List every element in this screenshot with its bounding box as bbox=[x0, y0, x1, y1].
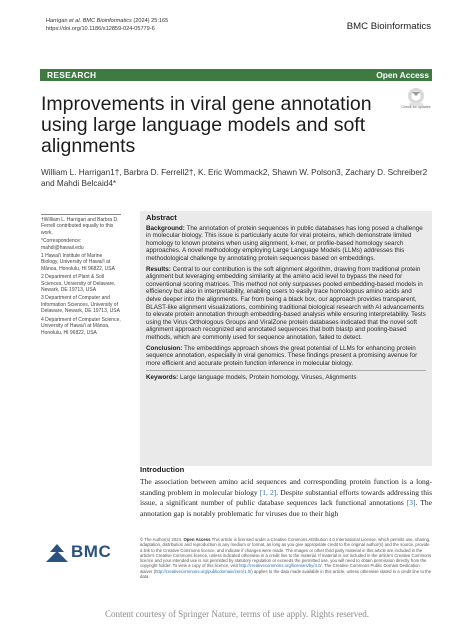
license-text-2: . The Creative Commons Public Domain Dedication waiver ( bbox=[140, 563, 420, 574]
introduction-heading: Introduction bbox=[140, 465, 185, 474]
background-label: Background: bbox=[146, 224, 185, 232]
introduction-text bbox=[140, 477, 432, 519]
license-link[interactable]: http://creativecommons.org/licenses/by/4.0/ bbox=[239, 563, 322, 569]
conclusion-text: The embeddings approach shows the great potential of LLMs for enhancing protein sequence annotation, especially in viral genomics. These findings present a promising avenue for more efficient and accurate protein function inference in molecular biology. bbox=[146, 344, 418, 367]
license-open-access: Open Access bbox=[183, 537, 211, 542]
header-authors: Harrigan bbox=[46, 18, 70, 24]
bmc-logo-text: BMC bbox=[71, 542, 112, 561]
running-header bbox=[46, 18, 168, 33]
correspondence-email[interactable]: mahdi@hawaii.edu bbox=[41, 244, 84, 251]
header-journal: et al. BMC Bioinformatics bbox=[69, 18, 132, 24]
license-text: This article is licensed under a Creative Commons Attribution 4.0 International License, which permits use, sharing, adaptation, distribution and reproduction in any medium or format, as long as you give appropriate credit to the original author(s) and the source, provide a link to the Creative Commons licence, and indicate if changes were made. The images or other third party material in this article are included in the article's Creative Commons licence, unless indicated otherwise in a credit line to the material. If material is not included in the article's Creative Commons licence and your intended use is not permitted by statutory regulation or exceeds the permitted use, you will need to obtain permission directly from the copyright holder. To view a copy of this licence, visit bbox=[140, 537, 432, 569]
author-notes bbox=[41, 212, 121, 338]
page-footer: Content courtesy of Springer Nature, terms of use apply. Rights reserved. bbox=[104, 609, 370, 619]
journal-name: BMC Bioinformatics bbox=[346, 21, 431, 32]
article-type-band bbox=[40, 69, 432, 81]
affiliation-3: 3 Department of Computer and Information Sciences, University of Delaware, Newark, DE 19713, USA bbox=[41, 295, 120, 315]
keywords-text: Large language models, Protein homology, Viruses, Alignments bbox=[179, 374, 357, 382]
intro-text-1: The association between amino acid sequences and corresponding protein function is a long-standing problem in molecular biology bbox=[140, 477, 432, 497]
equal-contribution-note: †William L. Harrigan and Barbra D. Ferrell contributed equally to this work. bbox=[41, 217, 119, 236]
results-text: Central to our contribution is the soft alignment algorithm, drawing from traditional protein alignment but leveraging embedding similarity at the amino acid level to bypass the need for conventional scoring matrices. This method not only surpasses pooled embedding-based models in efficiency but also in interpretability, enabling users to easily trace homologous amino acids and delve deeper into the alignments. Far from being a black box, our approach provides transparent, BLAST-like alignment visualizations, combining traditional biological research with AI advancements to elevate protein annotation through embedding-based analysis while ensuring interpretability. Tests using the Virus Orthologous Groups and ViralZone protein databases indicated that the novel soft alignment approach recognized and annotated sequences that both blastp and pooling-based methods, which are commonly used for sequence annotation, failed to detect. bbox=[146, 265, 426, 341]
check-for-updates-label[interactable]: Check for updates bbox=[401, 105, 431, 109]
conclusion-label: Conclusion: bbox=[146, 344, 183, 352]
affiliation-4: 4 Department of Computer Science, University of Hawai'i at Mānoa, Honolulu, HI 96822, USA bbox=[41, 316, 121, 336]
author-list: William L. Harrigan1†, Barbra D. Ferrell2†, K. Eric Wommack2, Shawn W. Polson3, Zachary D. Schreiber2 and Mahdi Belcaid4* bbox=[41, 168, 428, 188]
abstract-conclusion bbox=[146, 345, 426, 368]
keywords bbox=[146, 374, 426, 382]
public-domain-link[interactable]: http://creativecommons.org/publicdomain/zero/1.0/ bbox=[155, 568, 252, 574]
license-text-3: ) applies to the data made available in this article, unless otherwise stated in a credit line to the data. bbox=[140, 568, 432, 580]
article-type-label: RESEARCH bbox=[47, 70, 97, 80]
citation-1-2[interactable]: [1, 2] bbox=[259, 487, 277, 497]
license-copyright: © The Author(s) 2024. bbox=[140, 537, 183, 542]
affiliation-1: 1 Hawai'i Institute of Marine Biology, University of Hawai'i at Mānoa, Honolulu, HI 96822, USA bbox=[41, 253, 115, 272]
correspondence-label: *Correspondence: bbox=[41, 238, 82, 245]
article-title: Improvements in viral gene annotation using large language models and soft alignments bbox=[41, 93, 372, 157]
abstract-results bbox=[146, 266, 426, 342]
intro-text-2: . Despite substantial efforts towards addressing this issue, a significant number of public database sequences lack functional annotations bbox=[140, 487, 432, 508]
open-access-label: Open Access bbox=[376, 70, 429, 80]
results-label: Results: bbox=[146, 265, 171, 273]
keywords-label: Keywords: bbox=[146, 374, 179, 382]
license-notice bbox=[140, 537, 432, 579]
intro-text-3: . The annotation gap is notably problematic for viruses due to their high bbox=[140, 498, 432, 518]
keywords-divider bbox=[146, 370, 426, 371]
abstract bbox=[146, 214, 426, 385]
notes-divider bbox=[41, 214, 121, 215]
background-text: The annotation of protein sequences in public databases has long posed a challenge in molecular biology. This issue is particularly acute for viral proteins, which demonstrate limited homology to known proteins when using alignment, k-mer, or profile-based homology search approaches. A novel methodology employing Large Language Models (LLMs) addresses this methodological challenge by annotating protein sequences based on embeddings. bbox=[146, 224, 423, 262]
abstract-heading: Abstract bbox=[146, 213, 177, 222]
header-year-volume: (2024) 25:165 bbox=[133, 18, 169, 24]
citation-3[interactable]: [3] bbox=[406, 498, 416, 508]
abstract-background bbox=[146, 225, 426, 263]
affiliation-2: 2 Department of Plant & Soil Sciences, University of Delaware, Newark, DE 19713, USA bbox=[41, 274, 116, 294]
header-doi[interactable]: https://doi.org/10.1186/s12859-024-05779-6 bbox=[46, 25, 155, 32]
